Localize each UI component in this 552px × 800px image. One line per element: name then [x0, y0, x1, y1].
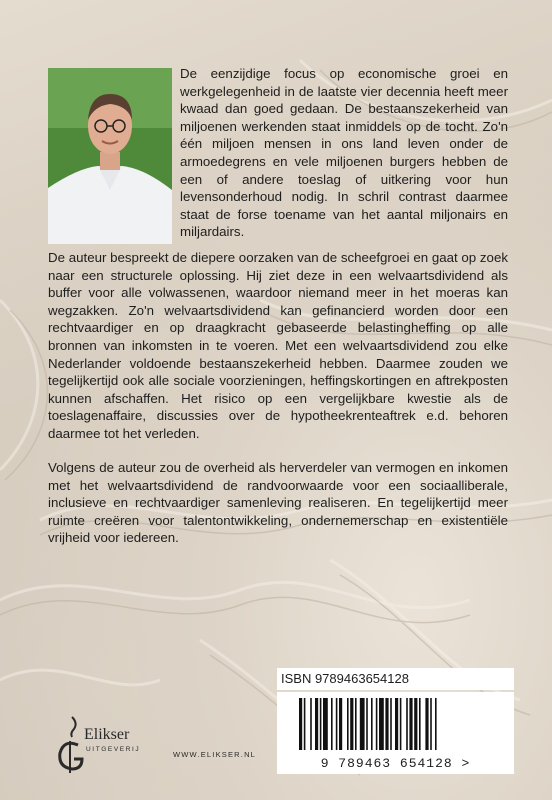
barcode-bar [425, 698, 428, 750]
barcode-bar [379, 698, 384, 750]
barcode-bar [430, 698, 432, 750]
barcode-bar [320, 698, 322, 750]
barcode-digits: 9 789463 654128 > [320, 756, 471, 771]
barcode-bar [336, 698, 338, 750]
barcode [277, 692, 514, 774]
intro-paragraph: De eenzijdige focus op economische groei en werkgelegenheid in de laatste vier decennia heeft meer kwaad dan goed gedaan. De bestaanszekerheid van miljoenen werkenden staat inmiddels op de tocht. Zo'n één miljoen mensen in ons land leven onder de armoedegrens en vele miljoenen burgers hebben de een of andere toeslag of uitkering voor hun levensonderhoud nodig. In schril contrast daarmee staat de forse toename van het aantal miljonairs en miljardairs. [180, 66, 508, 240]
barcode-bar [409, 698, 412, 750]
barcode-bar [347, 698, 349, 750]
barcode-icon [277, 692, 514, 754]
barcode-bar [371, 698, 373, 750]
barcode-bar [435, 698, 437, 750]
barcode-bar [299, 698, 302, 750]
barcode-bar [360, 698, 365, 750]
publisher-url: WWW.ELIKSER.NL [173, 750, 257, 759]
barcode-bar [355, 698, 357, 750]
author-photo [48, 68, 172, 244]
body-paragraph: De auteur bespreekt de diepere oorzaken van de scheefgroei en gaat op zoek naar een structurele oplossing. Hij ziet deze in een welvaartsdividend als buffer voor alle volwassenen, waardoor niemand meer in het moeras kan wegzakken. Zo'n welvaartsdividend kan gefinancierd worden door een rechtvaardiger en op draagkracht gebaseerde belastingheffing op alle bronnen van inkomsten in te voeren. Met een welvaartsdividend zou elke Nederlander voldoende bestaanszekerheid hebben. Daarmee zouden we tegelijkertijd ook alle sociale voorzieningen, heffingskortingen en aftrekposten kunnen afschaffen. Het risico op een vergelijkbare kwestie als de toeslagenaffaire, discussies over de hypotheekrenteaftrek e.d. behoren daarmee tot het verleden. [48, 250, 508, 441]
conclusion-paragraph: Volgens de auteur zou de overheid als herverdeler van vermogen en inkomen met het welvaartsdividend de randvoorwaarde voor een sociaalliberale, inclusieve en rechtvaardiger samenleving realiseren. En tegelijkertijd meer ruimte creëren voor talentontwikkeling, ondernemerschap en existentiële vrijheid voor iedereen. [48, 460, 508, 546]
barcode-bar [419, 698, 421, 750]
author-portrait [48, 68, 172, 244]
isbn-label: ISBN 9789463654128 [277, 668, 514, 690]
barcode-bar [390, 698, 392, 750]
publisher-name: Elikser [84, 726, 130, 743]
publisher-logo [52, 715, 172, 775]
barcode-bar [385, 698, 388, 750]
barcode-bar [395, 698, 398, 750]
publisher-subtitle: UITGEVERIJ [86, 746, 141, 753]
barcode-bar [310, 698, 312, 750]
barcode-bar [304, 698, 306, 750]
barcode-bar [400, 698, 402, 750]
barcode-bar [339, 698, 342, 750]
barcode-bar [331, 698, 333, 750]
barcode-bar [406, 698, 408, 750]
barcode-bar [414, 698, 417, 750]
barcode-bar [315, 698, 318, 750]
barcode-bar [350, 698, 353, 750]
elikser-logo-icon [52, 715, 92, 775]
barcode-bar [323, 698, 328, 750]
barcode-bar [376, 698, 378, 750]
barcode-bar [366, 698, 368, 750]
